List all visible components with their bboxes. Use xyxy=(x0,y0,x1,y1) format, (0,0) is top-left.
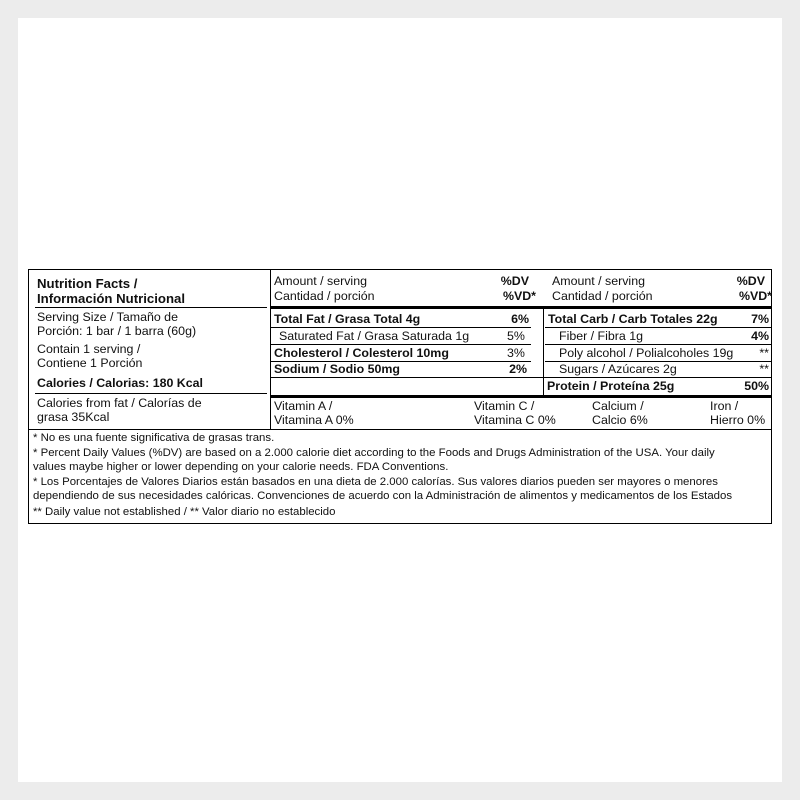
nutrition-label xyxy=(28,269,772,524)
serving-size-line-1: Serving Size / Tamaño de xyxy=(37,310,178,324)
divider xyxy=(35,393,267,394)
title-es: Información Nutricional xyxy=(37,291,186,306)
servings-line-2: Contiene 1 Porción xyxy=(37,356,143,370)
row-rule xyxy=(545,344,771,345)
thick-rule xyxy=(271,395,771,398)
title-en: Nutrition Facts / xyxy=(37,276,138,291)
nutrient-sodium: Sodium / Sodio 50mg xyxy=(274,362,400,376)
calories: Calories / Calorias: 180 Kcal xyxy=(37,376,203,390)
nutrient-fiber: Fiber / Fibra 1g xyxy=(559,329,644,343)
divider xyxy=(35,307,267,308)
nutrient-poly-alcohol: Poly alcohol / Polialcoholes 19g xyxy=(559,346,734,360)
iron-line-2: Hierro 0% xyxy=(710,413,766,427)
footnote-trans-fat: * No es una fuente significativa de grasas trans. xyxy=(33,432,275,444)
dv-sodium: 2% xyxy=(509,362,527,376)
footnote-rule xyxy=(29,429,771,430)
column-separator xyxy=(270,270,271,429)
dv-header-en: %DV xyxy=(736,274,765,288)
dv-poly-alcohol: ** xyxy=(759,346,769,360)
vitamin-c-line-2: Vitamina C 0% xyxy=(474,413,556,427)
amount-header-en: Amount / serving xyxy=(552,274,645,288)
dv-fiber: 4% xyxy=(751,329,769,343)
row-rule xyxy=(545,327,771,328)
footnote-not-established: ** Daily value not established / ** Valor diario no establecido xyxy=(33,506,336,518)
nutrient-saturated-fat: Saturated Fat / Grasa Saturada 1g xyxy=(279,329,470,343)
dv-sugars: ** xyxy=(759,362,769,376)
nutrient-total-fat: Total Fat / Grasa Total 4g xyxy=(274,312,421,326)
dv-header-es: %VD* xyxy=(738,289,772,303)
calcium-line-1: Calcium / xyxy=(592,399,644,413)
dv-header-en: %DV xyxy=(500,274,529,288)
nutrient-cholesterol: Cholesterol / Colesterol 10mg xyxy=(274,346,449,360)
calories-from-fat-line-1: Calories from fat / Calorías de xyxy=(37,396,202,410)
footnote-dv-en-line-2: values maybe higher or lower depending on your calorie needs. FDA Conventions. xyxy=(33,461,449,473)
dv-cholesterol: 3% xyxy=(507,346,525,360)
dv-total-fat: 6% xyxy=(511,312,529,326)
iron-line-1: Iron / xyxy=(710,399,739,413)
footnote-dv-es-line-1: * Los Porcentajes de Valores Diarios están basados en una dieta de 2.000 calorías. Sus valores diarios pueden ser mayores o menores xyxy=(33,476,718,488)
vitamin-a-line-1: Vitamin A / xyxy=(274,399,333,413)
dv-saturated-fat: 5% xyxy=(507,329,525,343)
amount-header-es: Cantidad / porción xyxy=(552,289,653,303)
vitamin-c-line-1: Vitamin C / xyxy=(474,399,535,413)
dv-protein: 50% xyxy=(744,379,769,393)
serving-size-line-2: Porción: 1 bar / 1 barra (60g) xyxy=(37,324,197,338)
footnote-dv-en-line-1: * Percent Daily Values (%DV) are based on a 2.000 calorie diet according to the Foods and Drugs Administration of the USA. Your daily xyxy=(33,447,715,459)
row-rule xyxy=(271,344,531,345)
thick-rule xyxy=(271,306,771,309)
nutrient-column-separator xyxy=(543,306,544,395)
row-rule xyxy=(271,377,771,378)
calories-from-fat-line-2: grasa 35Kcal xyxy=(37,410,110,424)
vitamin-a-line-2: Vitamina A 0% xyxy=(274,413,354,427)
dv-header-es: %VD* xyxy=(502,289,536,303)
nutrient-sugars: Sugars / Azúcares 2g xyxy=(559,362,677,376)
footnote-dv-es-line-2: dependiendo de sus necesidades calóricas. Convenciones de acuerdo con la Administración de alimentos y medicamentos de los Estados xyxy=(33,490,733,502)
nutrient-total-carb: Total Carb / Carb Totales 22g xyxy=(548,312,718,326)
calcium-line-2: Calcio 6% xyxy=(592,413,648,427)
amount-header-en: Amount / serving xyxy=(274,274,367,288)
amount-header-es: Cantidad / porción xyxy=(274,289,375,303)
dv-total-carb: 7% xyxy=(751,312,769,326)
row-rule xyxy=(271,327,531,328)
nutrient-protein: Protein / Proteína 25g xyxy=(547,379,675,393)
servings-line-1: Contain 1 serving / xyxy=(37,342,141,356)
